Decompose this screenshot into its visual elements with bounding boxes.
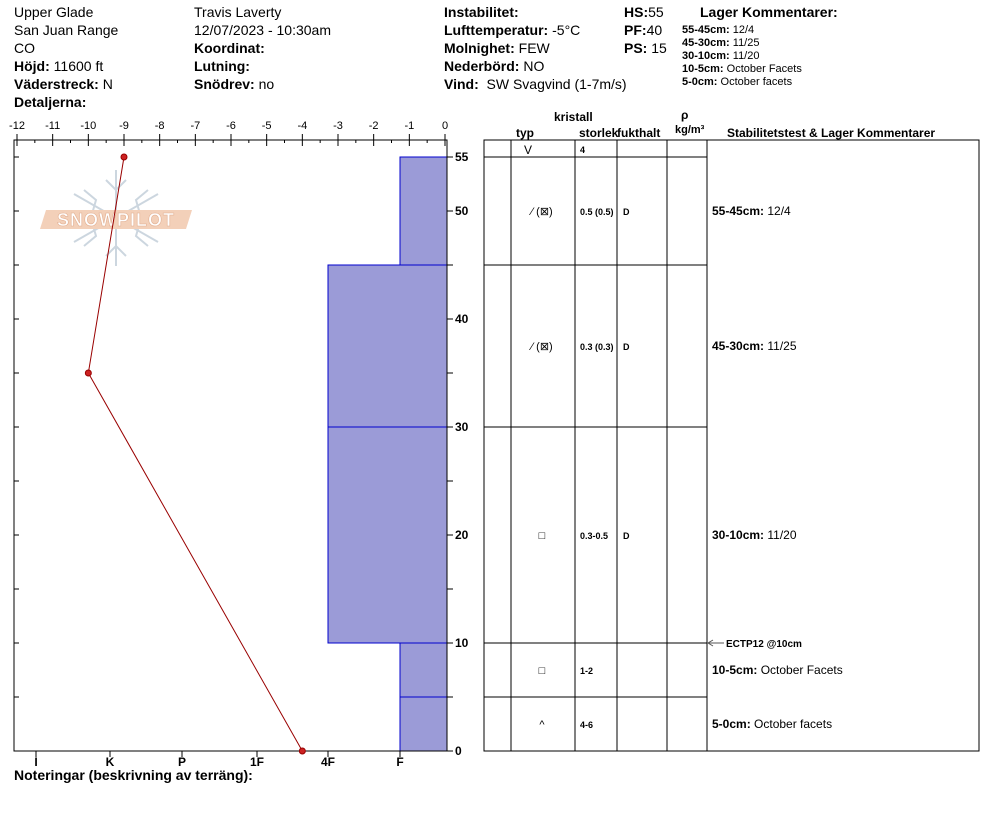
- layer-moisture: D: [623, 342, 630, 352]
- layer-size: 0.3 (0.3): [580, 342, 614, 352]
- header-density-unit: kg/m³: [675, 124, 705, 136]
- layer-comment-range: 30-10cm:: [712, 528, 768, 542]
- wind-value: SW Svagvind (1-7m/s): [486, 76, 627, 92]
- temp-tick-label: -9: [119, 120, 129, 132]
- state: CO: [14, 40, 35, 56]
- temp-tick-label: -2: [368, 120, 379, 132]
- hardness-tick-label: 1F: [249, 755, 265, 769]
- surface-type-symbol: V: [523, 143, 533, 157]
- layer-size: 0.3-0.5: [580, 531, 609, 541]
- pf-value: 40: [646, 22, 663, 38]
- depth-tick-label: 50: [455, 204, 469, 218]
- layer-comments-title: Lager Kommentarer:: [700, 4, 838, 20]
- layer-comment-text: 11/20: [767, 528, 797, 542]
- hardness-bar-1: [400, 157, 447, 265]
- precip-label: Nederbörd:: [444, 58, 520, 74]
- depth-tick-label: 40: [455, 312, 469, 326]
- hs-label: HS:: [624, 4, 649, 20]
- elevation-value: 11600 ft: [53, 58, 104, 74]
- details-label: Detaljerna:: [14, 94, 87, 110]
- layer-comment-range: 45-30cm:: [682, 37, 730, 49]
- layer-comment-text: 11/20: [732, 50, 760, 62]
- layer-comment-text: October Facets: [760, 663, 843, 677]
- airtemp-label: Lufttemperatur:: [444, 22, 549, 38]
- instability-label: Instabilitet:: [444, 4, 519, 20]
- temp-tick-label: -5: [261, 120, 272, 132]
- drift-label: Snödrev:: [194, 76, 255, 92]
- layer-comment-text: 12/4: [732, 24, 755, 36]
- layer-type-symbol: ^: [539, 719, 545, 731]
- drift-value: no: [258, 76, 275, 92]
- layer-comment-text: October facets: [754, 717, 833, 731]
- hs-value: 55: [648, 4, 664, 20]
- snowpilot-logo: [40, 170, 192, 266]
- layer-type-symbol: □: [538, 530, 546, 542]
- elevation-label: Höjd:: [14, 58, 50, 74]
- layer-comment-range: 10-5cm:: [712, 663, 761, 677]
- layer-comment-text: October Facets: [726, 63, 802, 75]
- layer-comment: [712, 663, 843, 677]
- layer-table: [484, 140, 979, 751]
- hardness-bar-3: [328, 427, 447, 643]
- depth-tick-label: 55: [455, 150, 469, 164]
- header-density-symbol: ρ: [681, 108, 689, 122]
- sky-label: Molnighet:: [444, 40, 515, 56]
- temperature-point: [299, 748, 305, 754]
- layer-size: 1-2: [580, 666, 594, 676]
- notes-label: Noteringar (beskrivning av terräng):: [14, 767, 253, 783]
- layer-comment: [712, 528, 797, 542]
- observer: Travis Laverty: [194, 4, 282, 20]
- hardness-tick-label: I: [34, 755, 38, 769]
- table-frame: [484, 140, 979, 751]
- layer-size: 0.5 (0.5): [580, 207, 614, 217]
- depth-tick-label: 10: [455, 636, 469, 650]
- hardness-bar-4: [400, 643, 447, 697]
- temp-tick-label: -1: [404, 120, 415, 132]
- airtemp-value: -5°C: [552, 22, 581, 38]
- layer-moisture: D: [623, 531, 630, 541]
- temp-tick-label: -4: [297, 120, 308, 132]
- surface-size: 4: [580, 145, 586, 155]
- header-moisture: fukthalt: [617, 126, 661, 140]
- layer-comment-range: 55-45cm:: [712, 204, 768, 218]
- hardness-tick-label: 4F: [320, 755, 336, 769]
- hardness-bar-5: [400, 697, 447, 751]
- temp-tick-label: -7: [190, 120, 201, 132]
- aspect-label: Väderstreck:: [14, 76, 99, 92]
- layer-comment: [712, 339, 797, 353]
- hardness-bar-2: [328, 265, 447, 427]
- hardness-tick-label: P: [177, 755, 187, 769]
- temp-tick-label: -6: [226, 120, 236, 132]
- temperature-point: [121, 154, 127, 160]
- temp-tick-label: -11: [45, 120, 61, 132]
- temp-tick-label: -10: [80, 120, 97, 132]
- pf-label: PF:: [624, 22, 647, 38]
- layer-comment: [712, 717, 832, 731]
- hardness-tick-label: F: [396, 755, 404, 769]
- depth-tick-label: 20: [455, 528, 469, 542]
- layer-comment-text: 12/4: [767, 204, 791, 218]
- layer-comment-range: 5-0cm:: [682, 76, 718, 88]
- slope-label: Lutning:: [194, 58, 250, 74]
- layer-type-symbol: ⁄ (⊠): [531, 206, 553, 218]
- depth-tick-label: 0: [455, 744, 462, 758]
- ps-value: 15: [651, 40, 667, 56]
- header-crystal: kristall: [554, 110, 593, 124]
- layer-comment-range: 55-45cm:: [682, 24, 730, 36]
- layer-type-symbol: ⁄ (⊠): [531, 341, 553, 353]
- wind-label: Vind:: [444, 76, 479, 92]
- layer-comment-text: 11/25: [732, 37, 760, 49]
- layer-comment-range: 10-5cm:: [682, 63, 724, 75]
- aspect-value: N: [102, 76, 113, 92]
- temperature-point: [85, 370, 91, 376]
- layer-comment-text: 11/25: [767, 339, 797, 353]
- header-type: typ: [516, 126, 534, 140]
- temperature-line: [88, 157, 302, 751]
- temp-tick-label: -12: [9, 120, 25, 132]
- range: San Juan Range: [14, 22, 119, 38]
- layer-size: 4-6: [580, 720, 594, 730]
- temp-tick-label: -3: [333, 120, 343, 132]
- layer-comment-range: 5-0cm:: [712, 717, 755, 731]
- datetime: 12/07/2023 - 10:30am: [194, 22, 331, 38]
- location: Upper Glade: [14, 4, 94, 20]
- coord-label: Koordinat:: [194, 40, 265, 56]
- precip-value: NO: [523, 58, 545, 74]
- layer-comment: [712, 204, 791, 218]
- sky-value: FEW: [518, 40, 550, 56]
- depth-tick-label: 30: [455, 420, 469, 434]
- header-comments: Stabilitetstest & Lager Kommentarer: [727, 126, 936, 140]
- layer-comment-range: 45-30cm:: [712, 339, 768, 353]
- temp-tick-label: -8: [154, 120, 165, 132]
- header-size: storlek: [579, 126, 619, 140]
- layer-comment-range: 30-10cm:: [682, 50, 730, 62]
- stability-test-label: ECTP12 @10cm: [726, 639, 802, 650]
- layer-moisture: D: [623, 207, 630, 217]
- ps-label: PS:: [624, 40, 648, 56]
- temp-tick-label: 0: [441, 120, 449, 132]
- layer-comment-text: October facets: [720, 76, 793, 88]
- logo-text: SNOWPILOT: [57, 210, 175, 230]
- layer-type-symbol: □: [538, 665, 546, 677]
- hardness-tick-label: K: [105, 755, 115, 769]
